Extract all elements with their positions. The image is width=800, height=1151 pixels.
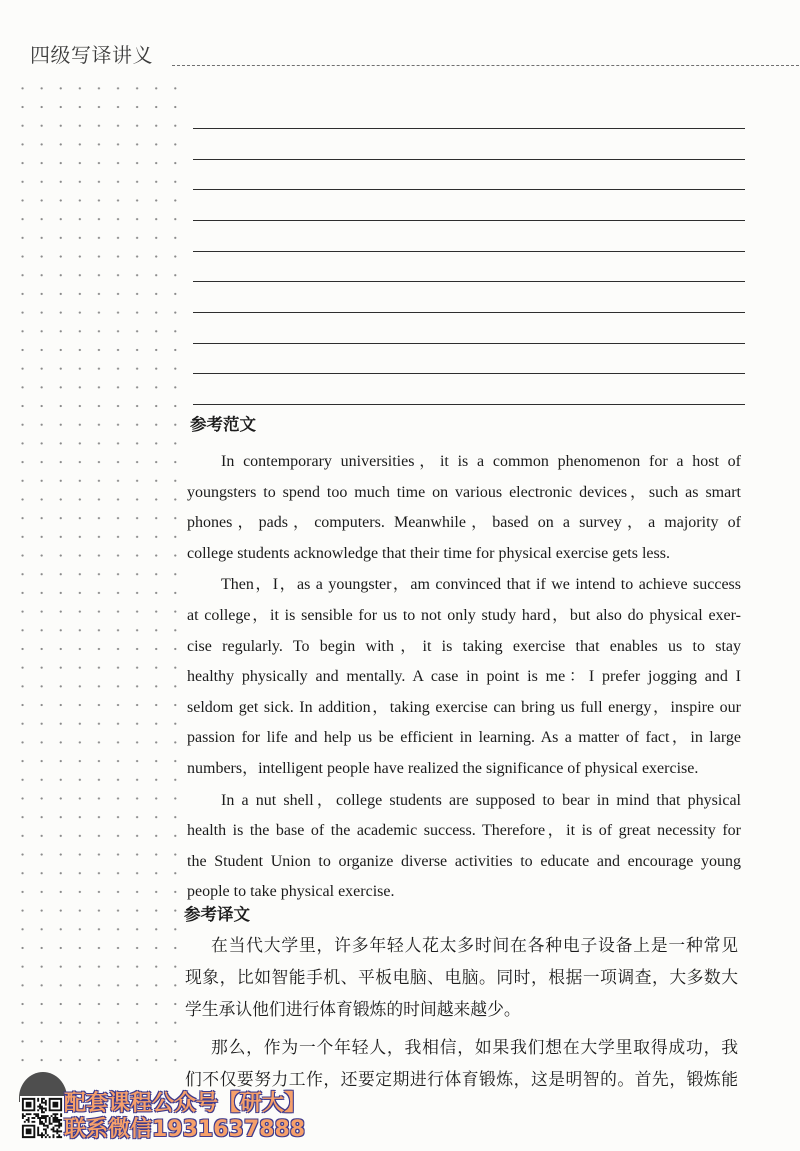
writing-line bbox=[193, 220, 745, 251]
essay-line: youngsters to spend too much time on various electronic devices，such as smart bbox=[187, 483, 741, 501]
essay-line: Then，I，as a youngster，am convinced that if we intend to achieve success bbox=[221, 576, 741, 594]
essay-line: In contemporary universities，it is a common phenomenon for a host of bbox=[221, 453, 741, 470]
essay-line: at college，it is sensible for us to not only study hard，but also do physical exer- bbox=[187, 606, 741, 624]
essay-line: the Student Union to organize diverse activities to educate and encourage young bbox=[187, 852, 741, 870]
essay-paragraph-3 bbox=[187, 786, 741, 908]
blank-writing-lines bbox=[193, 128, 745, 435]
essay-line: seldom get sick. In addition，taking exercise can bring us full energy，inspire our bbox=[187, 698, 741, 716]
essay-paragraph-2 bbox=[187, 570, 741, 784]
translation-line: 学生承认他们进行体育锻炼的时间越来越少。 bbox=[185, 999, 521, 1019]
watermark-line-2: 联系微信1931637888 bbox=[64, 1117, 306, 1142]
reference-translation bbox=[185, 929, 738, 1095]
writing-line bbox=[193, 373, 745, 404]
writing-line bbox=[193, 281, 745, 312]
translation-paragraph-2 bbox=[185, 1031, 738, 1095]
translation-line: 那么，作为一个年轻人，我相信，如果我们想在大学里取得成功，我 bbox=[211, 1037, 738, 1057]
translation-heading: 参考译文 bbox=[184, 905, 250, 924]
essay-line: passion for life and help us be efficient in learning. As a matter of fact，in large bbox=[187, 729, 741, 747]
writing-line bbox=[193, 128, 745, 159]
writing-line bbox=[193, 404, 745, 435]
sample-essay bbox=[187, 447, 741, 908]
essay-line: In a nut shell，college students are supposed to bear in mind that physical bbox=[221, 791, 741, 809]
essay-line: college students acknowledge that their time for physical exercise gets less. bbox=[187, 544, 670, 562]
dotted-margin-grid bbox=[13, 79, 185, 1070]
writing-line bbox=[193, 159, 745, 190]
writing-line bbox=[193, 251, 745, 282]
watermark bbox=[64, 1091, 306, 1143]
watermark-line-1: 配套课程公众号【研大】 bbox=[64, 1091, 307, 1116]
essay-line: healthy physically and mentally. A case in point is me：I prefer jogging and I bbox=[187, 668, 741, 686]
essay-line: health is the base of the academic success. Therefore，it is of great necessity for bbox=[187, 822, 741, 840]
translation-line: 现象，比如智能手机、平板电脑、电脑。同时，根据一项调查，大多数大 bbox=[185, 967, 738, 987]
essay-line: phones，pads，computers. Meanwhile，based on a survey，a majority of bbox=[187, 514, 741, 532]
writing-line bbox=[193, 312, 745, 343]
qr-code-icon bbox=[20, 1096, 64, 1140]
header-rule bbox=[172, 65, 799, 66]
writing-line bbox=[193, 189, 745, 220]
essay-line: numbers，intelligent people have realized the significance of physical exercise. bbox=[187, 759, 699, 777]
writing-line bbox=[193, 343, 745, 374]
running-header-title: 四级写译讲义 bbox=[30, 43, 153, 67]
sample-essay-heading: 参考范文 bbox=[190, 415, 256, 434]
essay-paragraph-1 bbox=[187, 447, 741, 569]
translation-line: 在当代大学里，许多年轻人花太多时间在各种电子设备上是一种常见 bbox=[211, 935, 738, 955]
translation-paragraph-1 bbox=[185, 929, 738, 1025]
essay-line: people to take physical exercise. bbox=[187, 883, 395, 901]
essay-line: cise regularly. To begin with，it is taking exercise that enables us to stay bbox=[187, 637, 741, 655]
translation-line: 们不仅要努力工作，还要定期进行体育锻炼，这是明智的。首先，锻炼能 bbox=[185, 1069, 738, 1089]
